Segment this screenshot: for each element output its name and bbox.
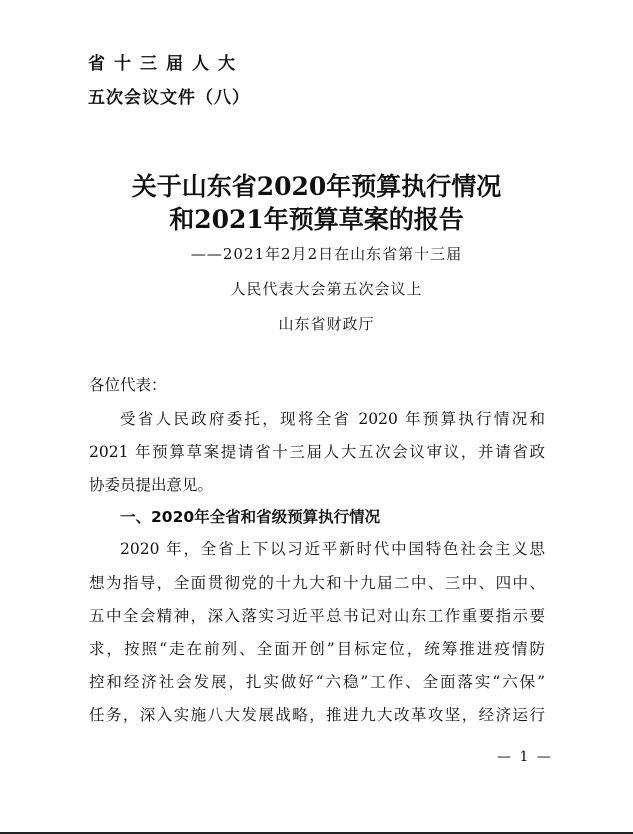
subtitle-issuer: 山东省财政厅 — [278, 315, 375, 333]
title-line-2: 和2021年预算草案的报告 — [169, 205, 464, 234]
section-heading-1: 一、2020年全省和省级预算执行情况 — [120, 508, 381, 526]
salutation: 各位代表： — [89, 376, 167, 394]
paragraph-2-line: 2020 年，全省上下以习近平新时代中国特色社会主义思 — [120, 540, 545, 558]
header-document-number: 五次会议文件（八） — [88, 88, 250, 108]
paragraph-2-line: 五中全会精神，深入落实习近平总书记对山东工作重要指示要 — [89, 607, 545, 625]
page-number: — 1 — — [497, 749, 553, 765]
title-line-1: 关于山东省2020年预算执行情况 — [131, 172, 502, 201]
paragraph-1-line: 协委员提出意见。 — [89, 476, 214, 494]
paragraph-1-line: 受省人民政府委托，现将全省 2020 年预算执行情况和 — [120, 410, 545, 428]
paragraph-2-line: 控和经济社会发展，扎实做好“六稳”工作、全面落实“六保” — [89, 673, 545, 691]
paragraph-2-line: 想为指导，全面贯彻党的十九大和十九届二中、三中、四中、 — [89, 574, 545, 592]
header-session: 省十三届人大 — [88, 54, 244, 74]
paragraph-2-line: 求，按照“走在前列、全面开创”目标定位，统筹推进疫情防 — [89, 640, 545, 658]
paragraph-2-line: 任务，深入实施八大发展战略，推进九大改革攻坚，经济运行 — [89, 706, 545, 724]
paragraph-1-line: 2021 年预算草案提请省十三届人大五次会议审议，并请省政 — [89, 443, 545, 461]
subtitle-line-2: 人民代表大会第五次会议上 — [230, 280, 423, 298]
subtitle-line-1: ——2021年2月2日在山东省第十三届 — [190, 245, 463, 263]
